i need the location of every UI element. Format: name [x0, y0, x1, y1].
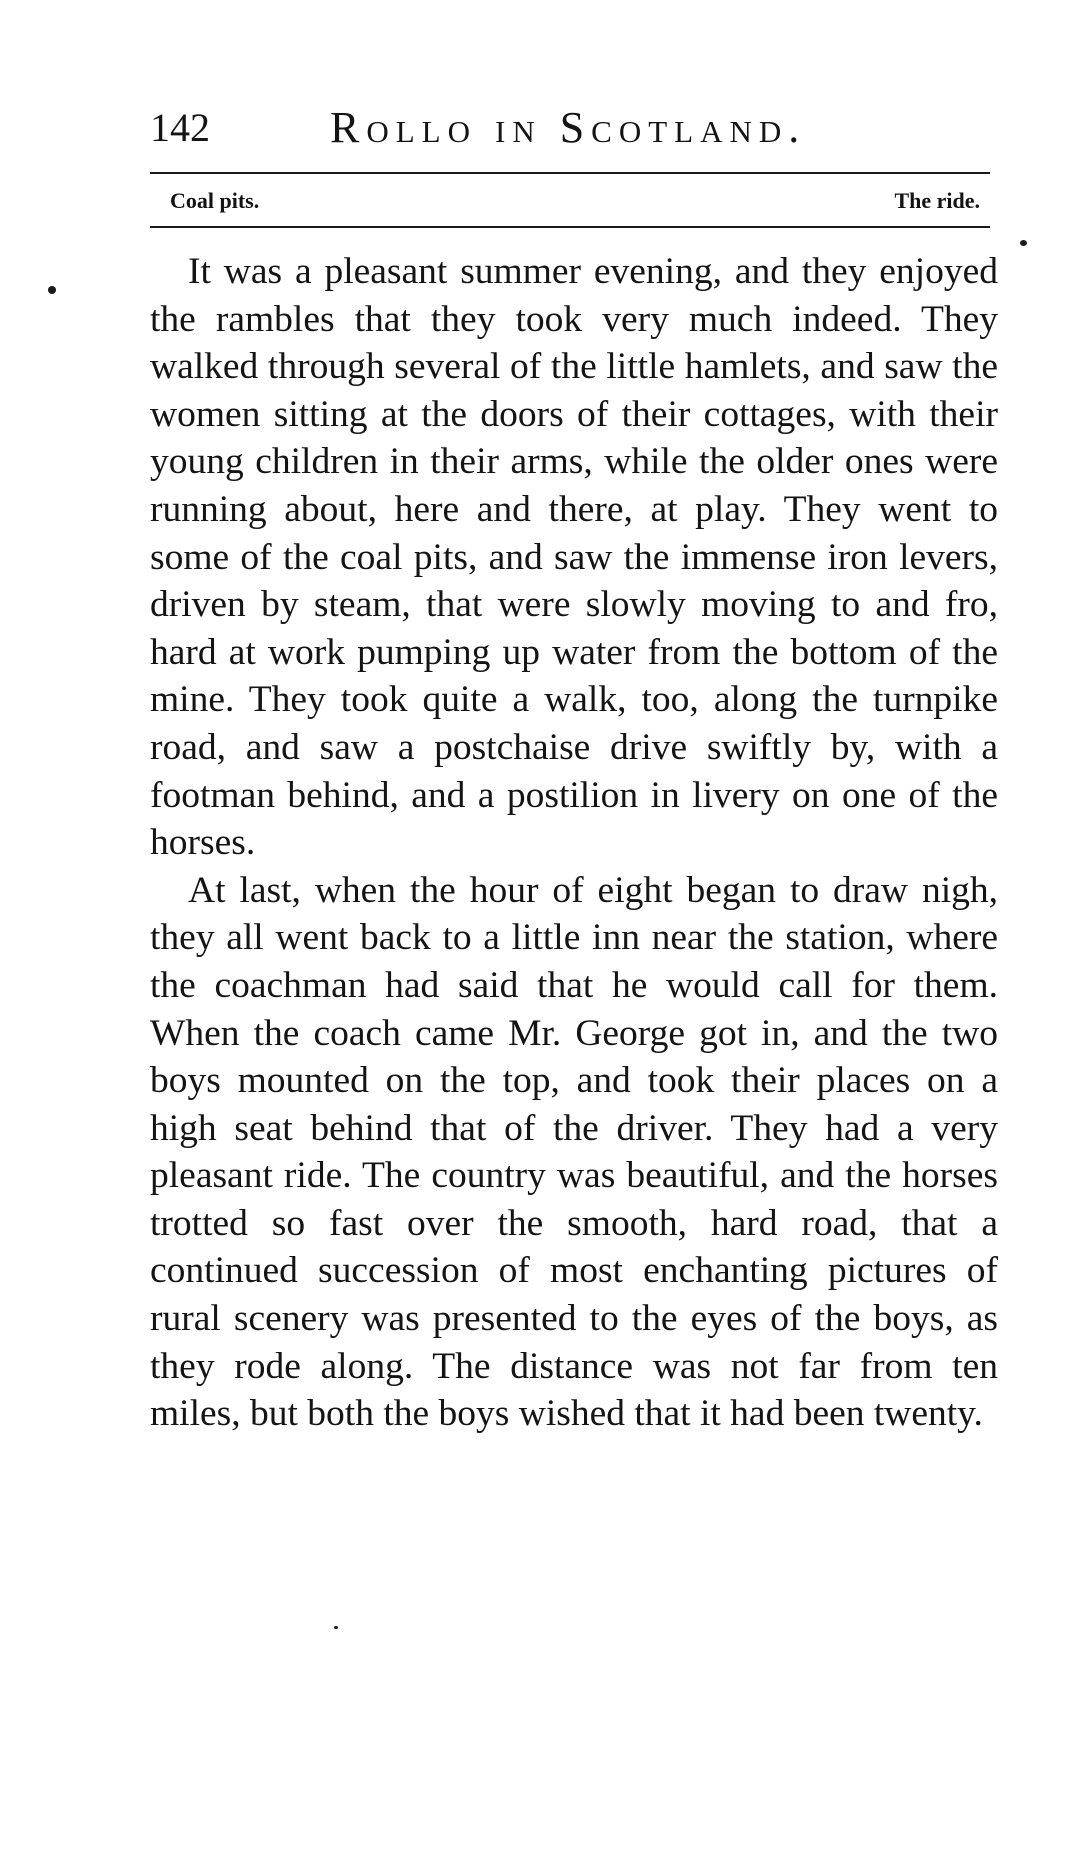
book-title: Rollo in Scotland.	[330, 103, 807, 152]
header-rule-bottom	[150, 226, 990, 228]
ink-speck	[1020, 240, 1027, 246]
ink-speck	[48, 286, 56, 294]
page-number: 142	[150, 105, 210, 150]
paragraph: At last, when the hour of eight began to draw nigh, they all went back to a little inn near the station, where the coachman had said that he would call for them. When the coach came Mr. George got in, and the two boys mounted on the top, and took their places on a high seat behind that of the driver. They had a very pleasant ride. The country was beautiful, and the horses trotted so fast over the smooth, hard road, that a continued succession of most enchanting pictures of rural scenery was presented to the eyes of the boys, as they rode along. The distance was not far from ten miles, but both the boys wished that it had been twenty.	[150, 869, 998, 1435]
side-note-left: Coal pits.	[170, 188, 260, 213]
side-notes	[150, 184, 990, 218]
body-text	[150, 248, 998, 1438]
running-head	[150, 100, 990, 160]
header-rule-top	[150, 172, 990, 174]
ink-speck	[334, 1626, 338, 1629]
side-note-right: The ride.	[894, 188, 980, 213]
paragraph: It was a pleasant summer evening, and they enjoyed the rambles that they took very much indeed. They walked through several of the little hamlets, and saw the women sitting at the doors of their cottages, with their young children in their arms, while the older ones were running about, here and there, at play. They went to some of the coal pits, and saw the immense iron levers, driven by steam, that were slowly moving to and fro, hard at work pumping up water from the bottom of the mine. They took quite a walk, too, along the turnpike road, and saw a postchaise drive swiftly by, with a footman behind, and a postilion in livery on one of the horses.	[150, 251, 998, 864]
